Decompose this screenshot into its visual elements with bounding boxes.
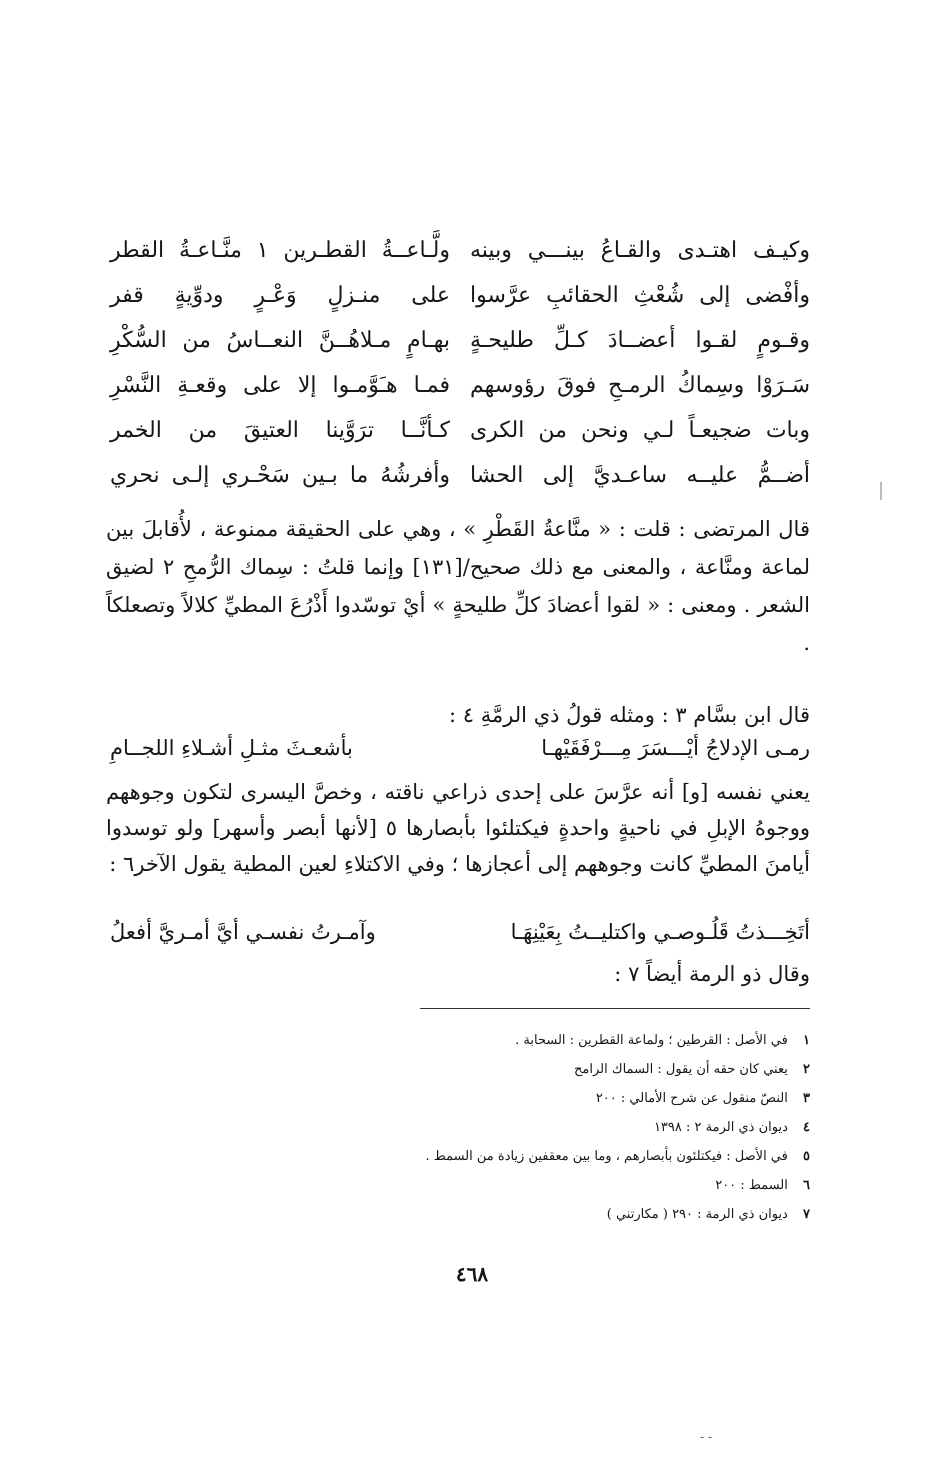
verse-first-hemistich: سَـرَوْا وسِماكُ الرمـحِ فوقَ رؤوسهم: [470, 373, 810, 398]
explanation-paragraph: يعني نفسه [و] أنه عرَّسَ على إحدى ذراعي ناقته ، وخصَّ اليسرى لتكون وجوههم ووجوهُ الإبلِ في ناحيةٍ واحدةٍ فيكتلئوا بأبصارها ٥ [لأنها أبصر وأسهر] ولو توسدوا أيامنَ المطيِّ كانت وجوههم إلى أعجازها ؛ وفي الاكتلاءِ لعين المطية يقول الآخر٦ :: [106, 780, 811, 876]
footnote-text: النصّ منقول عن شرح الأمالي : ٢٠٠: [595, 1091, 788, 1106]
footnote: [300, 1142, 810, 1171]
footnote: [300, 1084, 810, 1113]
footnote: [300, 1113, 810, 1142]
footnote-text: في الأصل : القرطين ؛ ولماعة القطرين : السحابة .: [515, 1033, 788, 1048]
footnote: [300, 1055, 810, 1084]
verse-row: [110, 273, 810, 318]
verse-second-hemistich: بهـامٍ مـلاهُــنَّ النعــاسُ من السُّكْرِ: [110, 328, 450, 353]
footnote: [300, 1171, 810, 1200]
footnote-text: يعني كان حقه أن يقول : السماك الرامح: [574, 1062, 788, 1077]
footnote: [300, 1026, 810, 1055]
footnote-text: ديوان ذي الرمة ٢ : ١٣٩٨: [653, 1120, 788, 1135]
verse-row: [110, 453, 810, 498]
footnote-divider: [420, 1008, 810, 1009]
verse-first-hemistich: وقـومٍ لقـوا أعضــادَ كـلِّ طليحـةٍ: [470, 328, 810, 353]
footnote-number: ٧: [803, 1207, 810, 1222]
footnote-number: ٥: [803, 1149, 810, 1164]
verse-first-hemistich: وأفْضى إلى شُعْثِ الحقائبِ عرَّسوا: [470, 283, 810, 308]
verse-second-hemistich: وآمـرتُ نفسـي أيَّ أمـريَّ أفعلُ: [110, 920, 376, 944]
quoted-verse: [110, 736, 810, 760]
verse-row: [110, 408, 810, 453]
verse-second-hemistich: بأشعـثَ مثـلِ أشـلاءِ اللجــامِ: [110, 736, 353, 760]
footnote-number: ٤: [803, 1120, 810, 1135]
verse-second-hemistich: ولَّـاعــةُ القطـرين ١ منَّـاعـةُ القطر: [110, 238, 450, 263]
verse-second-hemistich: فمـا هـَوَّمـوا إلا على وقعـةِ النَّسْرِ: [110, 373, 450, 398]
footnote-number: ٢: [803, 1062, 810, 1077]
verse-row: [110, 228, 810, 273]
footnote-number: ٦: [803, 1178, 810, 1193]
footnote-text: السمط : ٢٠٠: [715, 1178, 788, 1193]
verse-first-hemistich: أضــمُّ عليــه ساعـديَّ إلى الحشا: [470, 463, 810, 488]
verse-first-hemistich: وكيـف اهتـدى والقـاعُ بينـــي وبينه: [470, 238, 810, 263]
footnote-text: ديوان ذي الرمة : ٢٩٠ ( مكارتني ): [606, 1207, 788, 1222]
footnote-number: ١: [803, 1033, 810, 1048]
page-number: ٤٦٨: [455, 1262, 489, 1286]
intro-paragraph: قال ابن بسَّام ٣ : ومثله قولُ ذي الرمَّةِ ٤ :: [448, 703, 810, 727]
verse-row: [110, 363, 810, 408]
verse-first-hemistich: أتَخِـــذتُ قَلُـوصـي واكتليــتُ بِعَيْنِهَـا: [510, 920, 810, 944]
margin-mark: [880, 482, 882, 500]
verse-first-hemistich: رمـى الإدلاجُ أيْـــسَرَ مِـــرْفَقَيْهـا: [541, 736, 810, 760]
commentary-paragraph: قال المرتضى : قلت : « منَّاعةُ القَطْرِ » ، وهي على الحقيقة ممنوعة ، لأُقابلَ بين لماعة ومنَّاعة ، والمعنى مع ذلك صحيح/[١٣١] وإنما قلتُ : سِماك الرُّمحِ ٢ لضيق الشعر . ومعنى : « لقوا أعضادَ كلِّ طليحةٍ » أيْ توسّدوا أَذْرُعَ المطيِّ كلالاً وتصعلكاً .: [106, 517, 810, 655]
verse-second-hemistich: على منـزلٍ وَعْـرٍ ودوِّيةٍ قفر: [110, 283, 450, 308]
footnote-text: في الأصل : فيكتلئون بأبصارهم ، وما بين معقفين زيادة من السمط .: [425, 1149, 788, 1164]
verse-first-hemistich: وبات ضجيعـاً لـي ونحن من الكرى: [470, 418, 810, 443]
footnote: [300, 1200, 810, 1229]
footnote-number: ٣: [803, 1091, 810, 1106]
verse-second-hemistich: وأفرشُهُ ما بـين سَحْـري إلـى نحري: [110, 463, 450, 488]
quoted-verse: [110, 920, 810, 944]
footnotes: [300, 1026, 810, 1229]
verse-second-hemistich: كـأنَّــا ترَوَّينا العتيقَ من الخمر: [110, 418, 450, 443]
closing-line: وقال ذو الرمة أيضاً ٧ :: [614, 962, 810, 986]
poem-verses: [110, 228, 810, 498]
bottom-mark: - -: [700, 1430, 712, 1444]
verse-row: [110, 318, 810, 363]
